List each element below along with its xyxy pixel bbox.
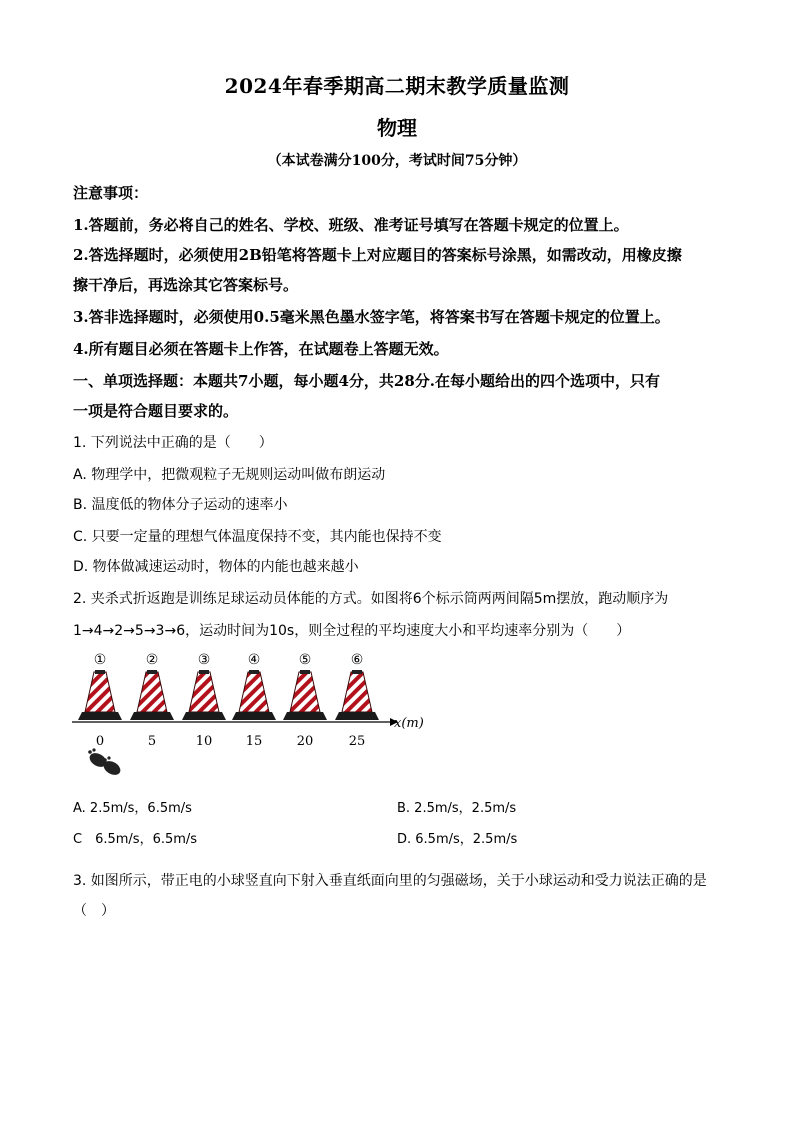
- q2-stem: 2. 夹杀式折返跑是训练足球运动员体能的方式。如图将6个标示筒两两间隔5m摆放，跑动顺序为: [73, 591, 669, 607]
- note-item-2: 2.答选择题时，必须使用2B铅笔将答题卡上对应题目的答案标号涂黑，如需改动，用橡皮擦: [73, 246, 682, 264]
- q1-option-c: C. 只要一定量的理想气体温度保持不变，其内能也保持不变: [73, 529, 442, 545]
- note-item-2-cont: 擦干净后，再选涂其它答案标号。: [73, 276, 299, 294]
- x-axis-label: x(m): [394, 716, 424, 731]
- footprints-icon: [87, 748, 123, 777]
- tick-label-15: 15: [245, 734, 263, 749]
- cone-figure-svg: [68, 648, 428, 783]
- q1-option-b: B. 温度低的物体分子运动的速率小: [73, 497, 288, 513]
- cone-label-1: ①: [93, 652, 107, 668]
- q1-stem: 1. 下列说法中正确的是（ ）: [73, 435, 273, 451]
- q3-stem-cont: （ ）: [73, 903, 115, 919]
- cone-icon-2: [130, 670, 174, 720]
- exam-subtitle: （本试卷满分100分，考试时间75分钟）: [267, 153, 527, 169]
- cone-icon-4: [232, 670, 276, 720]
- q2-option-a: A. 2.5m/s，6.5m/s: [73, 801, 192, 816]
- cone-label-6: ⑥: [350, 652, 364, 668]
- q2-option-b: B. 2.5m/s，2.5m/s: [397, 801, 517, 816]
- q1-option-a: A. 物理学中，把微观粒子无规则运动叫做布朗运动: [73, 467, 386, 483]
- cone-icon-1: [78, 670, 122, 720]
- cone-label-4: ④: [247, 652, 261, 668]
- cone-icon-5: [283, 670, 327, 720]
- cone-label-2: ②: [145, 652, 159, 668]
- cone-label-5: ⑤: [298, 652, 312, 668]
- exam-title: 2024年春季期高二期末教学质量监测: [224, 74, 570, 98]
- cone-icon-3: [182, 670, 226, 720]
- q2-option-c: C 6.5m/s，6.5m/s: [73, 832, 198, 847]
- tick-label-5: 5: [147, 734, 157, 749]
- cone-label-3: ③: [197, 652, 211, 668]
- note-item-4: 4.所有题目必须在答题卡上作答，在试题卷上答题无效。: [73, 340, 449, 358]
- notes-heading: 注意事项：: [73, 184, 149, 202]
- note-item-3: 3.答非选择题时，必须使用0.5毫米黑色墨水签字笔，将答案书写在答题卡规定的位置上。: [73, 308, 670, 326]
- tick-label-20: 20: [296, 734, 314, 749]
- cone-icon-6: [335, 670, 379, 720]
- tick-label-0: 0: [95, 734, 105, 749]
- q2-cone-figure: [68, 648, 428, 783]
- exam-subject: 物理: [377, 116, 417, 140]
- tick-label-10: 10: [195, 734, 213, 749]
- tick-label-25: 25: [348, 734, 366, 749]
- q1-option-d: D. 物体做减速运动时，物体的内能也越来越小: [73, 559, 359, 575]
- note-item-1: 1.答题前，务必将自己的姓名、学校、班级、准考证号填写在答题卡规定的位置上。: [73, 216, 629, 234]
- q2-option-d: D. 6.5m/s，2.5m/s: [397, 832, 518, 847]
- q3-stem: 3. 如图所示，带正电的小球竖直向下射入垂直纸面向里的匀强磁场，关于小球运动和受力说法正确的是: [73, 873, 707, 889]
- section1-heading-cont: 一项是符合题目要求的。: [73, 402, 239, 420]
- q2-stem-cont: 1→4→2→5→3→6，运动时间为10s，则全过程的平均速度大小和平均速率分别为（ ）: [73, 623, 631, 639]
- section1-heading: 一、单项选择题：本题共7小题，每小题4分，共28分.在每小题给出的四个选项中，只有: [73, 372, 660, 390]
